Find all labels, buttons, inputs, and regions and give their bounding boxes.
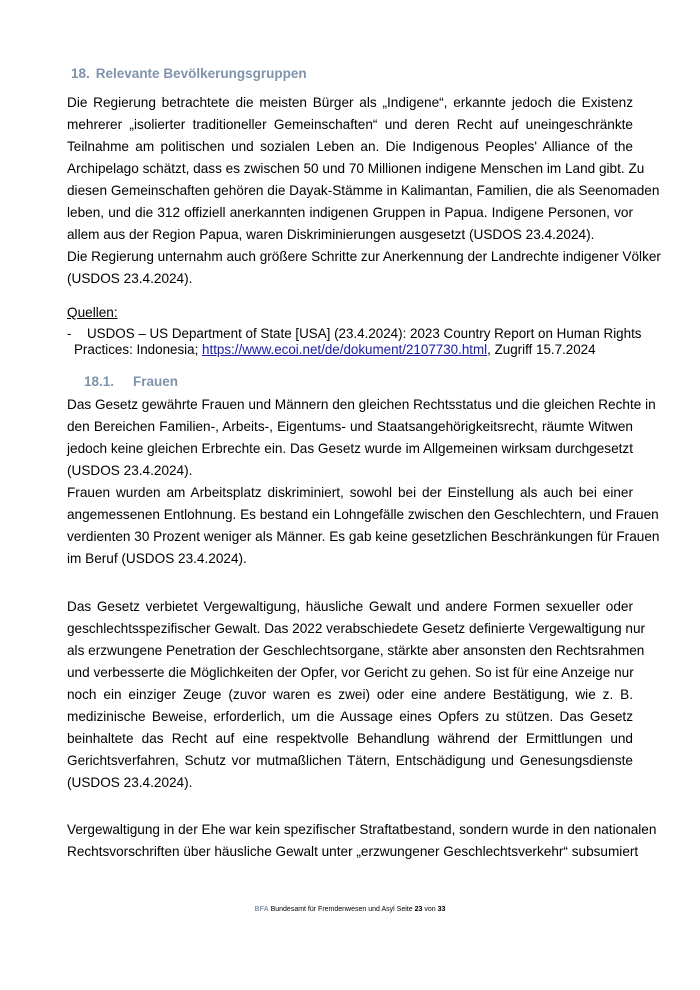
source-list-item: [67, 326, 642, 358]
sources-label: Quellen:: [67, 305, 118, 320]
text-line: noch ein einziger Zeuge (zuvor waren es zwei) oder eine andere Bestätigung, wie z. B.: [67, 687, 633, 702]
subsection-paragraph-2: [67, 596, 646, 794]
text-line: jedoch keine gleichen Erbrechte ein. Das Gesetz wurde im Allgemeinen wirksam durchgesetzt: [67, 441, 633, 456]
text-line: Rechtsvorschriften über häusliche Gewalt unter „erzwungener Geschlechtsverkehr“ subsumiert: [67, 844, 639, 859]
text-line: angemessenen Entlohnung. Es bestand ein Lohngefälle zwischen den Geschlechtern, und Frauen: [67, 507, 659, 522]
footer-page-number: 23: [414, 906, 423, 913]
footer-page-word: Seite: [396, 906, 413, 913]
text-line: (USDOS 23.4.2024).: [67, 463, 193, 478]
footer-of-word: von: [424, 906, 436, 913]
text-line: Frauen wurden am Arbeitsplatz diskriminiert, sowohl bei der Einstellung als auch bei einer: [67, 485, 633, 500]
text-line: Die Regierung betrachtete die meisten Bürger als „Indigene“, erkannte jedoch die Existenz: [67, 95, 633, 110]
text-line: und verbesserte die Möglichkeiten der Opfer, vor Gericht zu gehen. So ist für eine Anzeige nur: [67, 665, 634, 680]
text-line: mehrerer „isolierter traditioneller Gemeinschaften“ und deren Recht auf uneingeschränkte: [67, 117, 633, 132]
source-citation-cont: Practices: Indonesia;: [74, 342, 203, 357]
page-footer: [0, 906, 700, 913]
text-line: (USDOS 23.4.2024).: [67, 775, 193, 790]
text-line: (USDOS 23.4.2024).: [67, 271, 193, 286]
text-line: Das Gesetz verbietet Vergewaltigung, häusliche Gewalt und andere Formen sexueller oder: [67, 599, 633, 614]
footer-org: Bundesamt für Fremdenwesen und Asyl: [270, 906, 395, 913]
text-line: Archipelago schätzt, dass es zwischen 50 und 70 Millionen indigene Menschen im Land gibt. Zu: [67, 161, 645, 176]
text-line: im Beruf (USDOS 23.4.2024).: [67, 551, 247, 566]
subsection-number: 18.1.: [84, 374, 115, 389]
footer-page-total: 33: [437, 906, 446, 913]
source-access-date: , Zugriff 15.7.2024: [487, 342, 596, 357]
text-line: verdienten 30 Prozent weniger als Männer. Es gab keine gesetzlichen Beschränkungen für Frauen: [67, 529, 660, 544]
text-line: leben, und die 312 offiziell anerkannten indigenen Gruppen in Papua. Indigene Personen, vor: [67, 205, 633, 220]
text-line: geschlechtsspezifischer Gewalt. Das 2022 verabschiedete Gesetz definierte Vergewaltigung nur: [67, 621, 646, 636]
text-line: allem aus der Region Papua, waren Diskriminierungen ausgesetzt (USDOS 23.4.2024).: [67, 227, 595, 242]
text-line: Gerichtsverfahren, Schutz vor mutmaßlichen Tätern, Entschädigung und Genesungsdienste: [67, 753, 633, 768]
text-line: beinhaltete das Recht auf eine respektvolle Behandlung während der Ermittlungen und: [67, 731, 633, 746]
list-dash: -: [67, 326, 72, 341]
subsection-paragraph-3: [67, 819, 657, 863]
footer-brand: BFA: [254, 906, 269, 913]
text-line: diesen Gemeinschaften gehören die Dayak-Stämme in Kalimantan, Familien, die als Seenomaden: [67, 183, 660, 198]
text-line: Die Regierung unternahm auch größere Schritte zur Anerkennung der Landrechte indigener Völker: [67, 249, 661, 264]
text-line: Teilnahme am politischen und sozialen Leben an. Die Indigenous Peoples' Alliance of the: [67, 139, 633, 154]
subsection-heading: [84, 374, 178, 389]
text-line: Das Gesetz gewährte Frauen und Männern den gleichen Rechtsstatus und die gleichen Rechte in: [67, 397, 656, 412]
source-link[interactable]: https://www.ecoi.net/de/dokument/2107730.html: [202, 342, 488, 357]
section-number: 18.: [71, 66, 90, 81]
text-line: als erzwungene Penetration der Geschlechtsorgane, stärkte aber ansonsten den Rechtsrahmen: [67, 643, 645, 658]
text-line: den Bereichen Familien-, Arbeits-, Eigentums- und Staatsangehörigkeitsrecht, räumte Witwen: [67, 419, 633, 434]
text-line: Vergewaltigung in der Ehe war kein spezifischer Straftatbestand, sondern wurde in den nationalen: [67, 822, 657, 837]
section-heading: [71, 66, 307, 81]
text-line: medizinische Beweise, erforderlich, um die Aussage eines Opfers zu stützen. Das Gesetz: [67, 709, 633, 724]
source-line-1: [67, 326, 642, 342]
source-citation: USDOS – US Department of State [USA] (23.4.2024): 2023 Country Report on Human Rights: [87, 326, 642, 341]
subsection-title: Frauen: [133, 374, 179, 389]
section-title: Relevante Bevölkerungsgruppen: [95, 66, 307, 81]
section-paragraph-1: [67, 92, 661, 290]
source-line-2: [67, 342, 633, 358]
subsection-paragraph-1: [67, 394, 660, 570]
